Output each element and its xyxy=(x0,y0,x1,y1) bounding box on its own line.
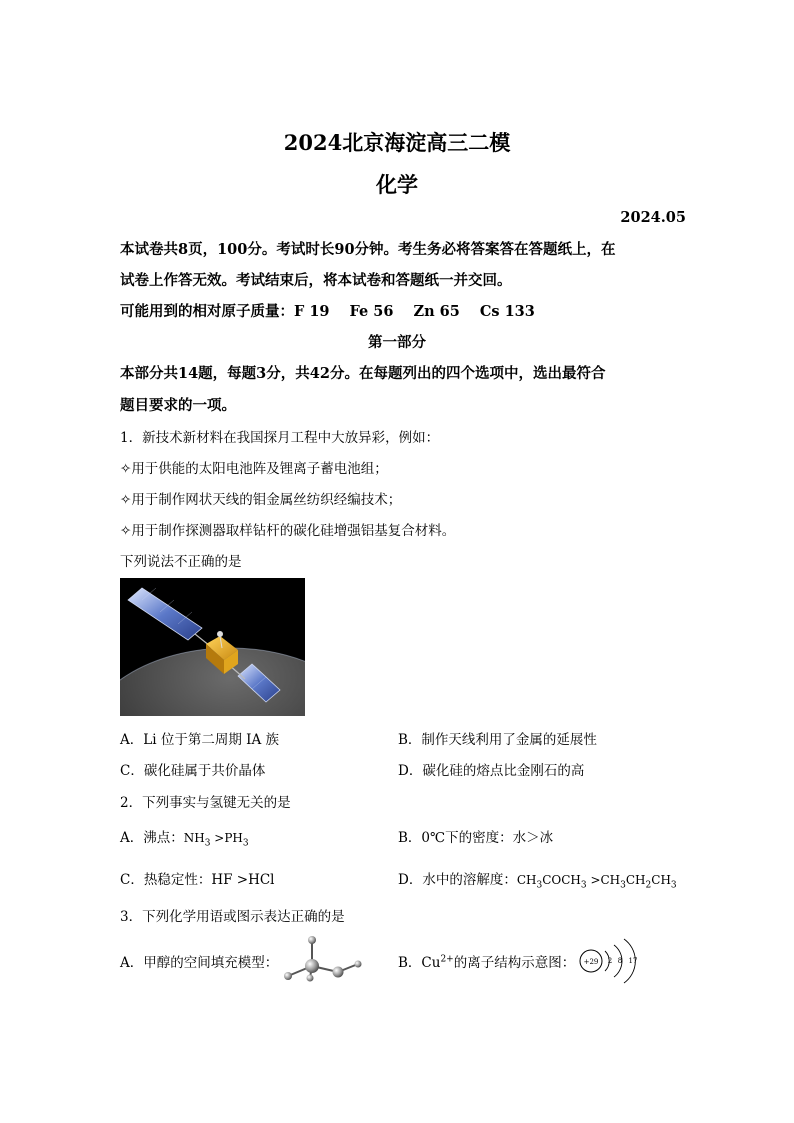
q3-stem: 3．下列化学用语或图示表达正确的是 xyxy=(120,909,345,925)
q1-option-d: D．碳化硅的熔点比金刚石的高 xyxy=(398,763,585,779)
q1-option-a: A．Li 位于第二周期 IA 族 xyxy=(120,732,279,748)
q1-option-b: B．制作天线利用了金属的延展性 xyxy=(398,732,597,748)
q1-bullet-3: ✧用于制作探测器取样钻杆的碳化硅增强铝基复合材料。 xyxy=(120,523,456,539)
sparkle-icon: ✧ xyxy=(120,492,132,508)
part-heading: 第一部分 xyxy=(368,334,426,351)
shell-3-electrons: 17 xyxy=(628,957,638,965)
part-description-1: 本部分共14题，每题3分，共42分。在每题列出的四个选项中，选出最符合 xyxy=(120,365,606,382)
q2-stem: 2．下列事实与氢键无关的是 xyxy=(120,795,291,811)
atomic-mass-label: 可能用到的相对原子质量： xyxy=(120,303,294,320)
q3-option-a: A．甲醇的空间填充模型： xyxy=(120,955,279,971)
atomic-mass-cs: Cs 133 xyxy=(479,303,535,320)
atomic-mass-line xyxy=(120,300,535,321)
instructions-line-1: 本试卷共8页，100分。考试时长90分钟。考生务必将答案答在答题纸上，在 xyxy=(120,241,616,258)
cu-charge: 2+ xyxy=(440,954,454,965)
q2-option-d: D．水中的溶解度：$CH_3COCH_3 >CH_3CH_2CH_3$ xyxy=(398,872,677,891)
q1-option-c: C．碳化硅属于共价晶体 xyxy=(120,763,266,779)
part-description-2: 题目要求的一项。 xyxy=(120,397,236,414)
shell-2-electrons: 8 xyxy=(617,957,623,965)
atomic-mass-zn: Zn 65 xyxy=(413,303,460,320)
atomic-mass-fe: Fe 56 xyxy=(349,303,394,320)
formula-acetone-propane: $CH_3COCH_3 >CH_3CH_2CH_3$ xyxy=(516,873,677,891)
q3-option-b: B．$Cu^{2+}$的离子结构示意图： xyxy=(398,954,576,971)
q1-prompt: 下列说法不正确的是 xyxy=(120,554,242,570)
sparkle-icon: ✧ xyxy=(120,523,132,539)
formula-nh3-ph3: $NH_3 >PH_3$ xyxy=(183,831,249,849)
q2-option-a: A．沸点：$NH_3 >PH_3$ xyxy=(120,830,249,849)
satellite-image xyxy=(120,578,305,716)
q2-option-c: C．热稳定性：HF >HCl xyxy=(120,872,275,888)
q1-stem: 1．新技术新材料在我国探月工程中大放异彩，例如： xyxy=(120,430,440,446)
q1-bullet-1: ✧用于供能的太阳电池阵及锂离子蓄电池组； xyxy=(120,461,388,477)
shell-1-electrons: 2 xyxy=(607,957,613,965)
q1-bullet-2: ✧用于制作网状天线的钼金属丝纺织经编技术； xyxy=(120,492,402,508)
subject-title: 化学 xyxy=(376,172,418,197)
sparkle-icon: ✧ xyxy=(120,461,132,477)
cu-ion-structure-diagram xyxy=(576,934,642,984)
page-title: 2024北京海淀高三二模 xyxy=(283,130,511,155)
nucleus-charge: +29 xyxy=(583,958,599,966)
methanol-ball-stick-model xyxy=(282,934,366,982)
atomic-mass-f: F 19 xyxy=(294,303,330,320)
exam-date: 2024.05 xyxy=(620,209,686,226)
instructions-line-2: 试卷上作答无效。考试结束后，将本试卷和答题纸一并交回。 xyxy=(120,272,512,289)
q2-option-b: B．0℃下的密度：水＞冰 xyxy=(398,830,554,846)
